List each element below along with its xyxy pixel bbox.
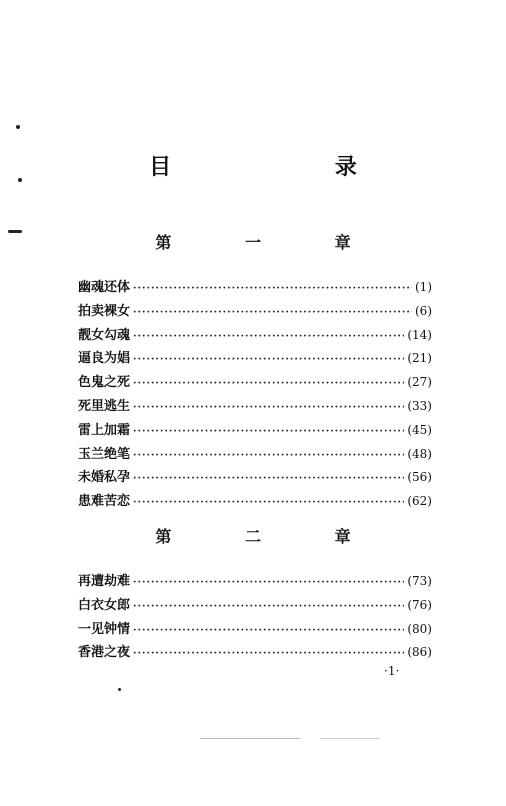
entry-title: 患难苦恋 (78, 494, 131, 510)
toc-entry[interactable] (78, 300, 432, 324)
page-number: ·1· (384, 664, 400, 678)
chapter-2-toc (78, 570, 432, 665)
leader-dots (133, 331, 404, 342)
leader-dots (133, 378, 404, 389)
leader-dots (133, 625, 404, 636)
entry-title: 幽魂还体 (78, 280, 131, 295)
toc-entry[interactable] (78, 570, 432, 594)
page-title: 目 录 (149, 154, 435, 180)
entry-page: (27) (407, 375, 432, 390)
entry-page: (62) (407, 494, 432, 509)
toc-entry[interactable] (78, 347, 432, 371)
entry-title: 靓女勾魂 (78, 327, 131, 343)
scan-speck (118, 688, 121, 691)
entry-page: (56) (407, 470, 432, 485)
entry-title: 未婚私孕 (78, 470, 131, 486)
entry-page: (14) (407, 327, 432, 342)
entry-title: 玉兰绝笔 (78, 446, 131, 462)
toc-entry[interactable] (78, 443, 432, 467)
toc-entry[interactable] (78, 276, 432, 300)
leader-dots (133, 402, 404, 413)
toc-entry[interactable] (78, 490, 432, 514)
entry-title: 色鬼之死 (78, 375, 131, 391)
entry-page: (80) (407, 621, 432, 636)
leader-dots (133, 450, 404, 461)
leader-dots (133, 577, 404, 588)
chapter-1-heading: 第 一 章 (155, 233, 385, 252)
entry-page: (33) (407, 398, 432, 413)
chapter-2-heading: 第 二 章 (155, 527, 385, 546)
entry-title: 再遭劫难 (78, 574, 131, 589)
scan-speck (200, 738, 300, 739)
toc-entry[interactable] (78, 641, 432, 665)
leader-dots (133, 307, 412, 318)
leader-dots (133, 601, 404, 612)
entry-page: (48) (407, 446, 432, 461)
entry-page: (73) (407, 574, 432, 588)
entry-title: 雷上加霜 (78, 422, 131, 438)
entry-title: 逼良为娼 (78, 351, 131, 367)
leader-dots (133, 426, 404, 437)
leader-dots (133, 497, 404, 508)
leader-dots (133, 648, 404, 659)
entry-title: 香港之夜 (78, 645, 131, 661)
scan-speck (8, 230, 22, 233)
entry-title: 白衣女郎 (78, 597, 131, 613)
entry-page: (1) (415, 280, 432, 294)
entry-page: (21) (407, 351, 432, 366)
toc-entry[interactable] (78, 466, 432, 490)
entry-page: (76) (407, 597, 432, 612)
toc-entry[interactable] (78, 324, 432, 348)
leader-dots (133, 283, 412, 294)
toc-entry[interactable] (78, 395, 432, 419)
entry-title: 一见钟情 (78, 621, 131, 637)
entry-page: (86) (407, 645, 432, 660)
leader-dots (133, 354, 404, 365)
scan-speck (320, 738, 380, 739)
entry-page: (6) (415, 303, 432, 318)
scan-speck (16, 125, 20, 129)
entry-title: 拍卖裸女 (78, 303, 131, 319)
entry-page: (45) (407, 422, 432, 437)
entry-title: 死里逃生 (78, 398, 131, 414)
toc-entry[interactable] (78, 618, 432, 642)
toc-entry[interactable] (78, 594, 432, 618)
toc-entry[interactable] (78, 371, 432, 395)
leader-dots (133, 473, 404, 484)
scan-speck (18, 178, 22, 182)
toc-entry[interactable] (78, 419, 432, 443)
chapter-1-toc (78, 276, 432, 514)
